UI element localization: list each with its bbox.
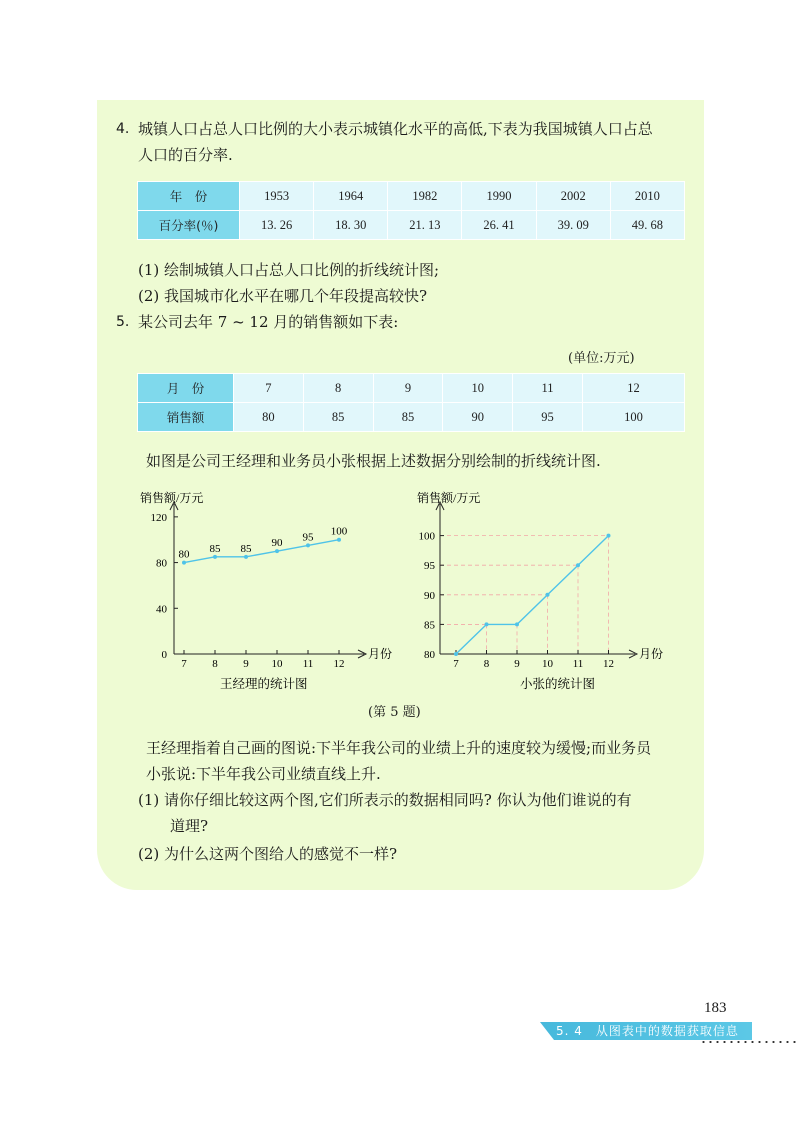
q4-sub1: (1) 绘制城镇人口占总人口比例的折线统计图; (138, 261, 440, 279)
chart2-point (576, 563, 580, 567)
chart1-y-tick-label: 0 (161, 649, 167, 661)
page-number: 183 (704, 1000, 727, 1016)
chart1-data-label: 95 (302, 531, 314, 544)
q4-table-cell: 26. 41 (462, 211, 536, 240)
q5-table-cell: 85 (303, 403, 373, 432)
chart2-point (607, 534, 611, 538)
q5-sub1-line1: (1) 请你仔细比较这两个图,它们所表示的数据相同吗? 你认为他们谁说的有 (138, 791, 632, 809)
chart1-point (275, 549, 279, 553)
q5-table-cell: 8 (303, 374, 373, 403)
q4-table-row-years (138, 182, 685, 211)
chart2-y-tick-label: 95 (424, 560, 435, 573)
chart2-x-tick-label: 9 (514, 658, 520, 670)
q5-table-cell: 100 (582, 403, 684, 432)
chart1-point (182, 561, 186, 565)
chart1-point (306, 543, 310, 547)
q5-figure-caption: (第 5 题) (368, 705, 421, 720)
q5-table-cell: 90 (443, 403, 513, 432)
chart2-point (546, 593, 550, 597)
q5-table-cell: 11 (513, 374, 583, 403)
q5-table-header-sales: 销售额 (138, 403, 234, 432)
q5-intro: 如图是公司王经理和业务员小张根据上述数据分别绘制的折线统计图. (146, 452, 601, 470)
q5-table-cell: 12 (582, 374, 684, 403)
q4-table-cell: 1953 (240, 182, 314, 211)
chart1-data-label: 85 (209, 542, 221, 555)
chart1-ylabel: 销售额/万元 (140, 491, 204, 505)
q5-unit: (单位:万元) (568, 351, 635, 366)
q5-number: 5. (116, 314, 130, 330)
chart2-point (454, 652, 458, 656)
q4-table-cell: 2010 (610, 182, 684, 211)
q5-table-row-sales (138, 403, 685, 432)
q4-table-cell: 18. 30 (314, 211, 388, 240)
chart1-series-line (184, 540, 339, 563)
q4-table-header-percent: 百分率(％) (138, 211, 240, 240)
q5-table-cell: 85 (373, 403, 443, 432)
q5-para1-line1: 王经理指着自己画的图说:下半年我公司的业绩上升的速度较为缓慢;而业务员 (146, 739, 652, 757)
chart2-xlabel: 月份 (639, 647, 664, 661)
q4-table (137, 181, 685, 240)
chart1-y-tick-label: 40 (156, 603, 167, 616)
chart1-x-tick-label: 12 (333, 658, 345, 670)
chart1-data-label: 80 (178, 548, 190, 561)
chart2-point (485, 622, 489, 626)
chart1-x-tick-label: 10 (271, 658, 283, 670)
chart2-y-tick-label: 85 (424, 619, 435, 632)
q5-table (137, 373, 685, 432)
chart1-x-tick-label: 9 (243, 658, 249, 670)
chart1-xlabel: 月份 (368, 647, 393, 661)
q5-table-row-months (138, 374, 685, 403)
q4-table-cell: 1982 (388, 182, 462, 211)
chart1-data-label: 90 (271, 537, 283, 550)
chart1-y-tick-label: 80 (156, 557, 167, 570)
chart2-x-tick-label: 10 (542, 658, 553, 670)
q4-table-cell: 39. 09 (536, 211, 610, 240)
q4-table-cell: 1990 (462, 182, 536, 211)
q4-table-cell: 1964 (314, 182, 388, 211)
chart1-x-tick-label: 8 (212, 658, 218, 670)
q4-table-cell: 21. 13 (388, 211, 462, 240)
chart1-data-label: 100 (330, 525, 348, 538)
chart1-point (244, 555, 248, 559)
chart2-x-tick-label: 12 (603, 658, 614, 670)
q5-table-cell: 9 (373, 374, 443, 403)
chart1-x-tick-label: 11 (302, 658, 314, 670)
chart2-y-tick-label: 100 (418, 530, 435, 543)
q4-table-header-year: 年 份 (138, 182, 240, 211)
chart2-y-tick-label: 90 (424, 589, 435, 602)
q5-text: 某公司去年 7 ~ 12 月的销售额如下表: (138, 313, 399, 331)
q5-table-cell: 10 (443, 374, 513, 403)
q4-text-line2: 人口的百分率. (138, 146, 233, 164)
q4-table-cell: 49. 68 (610, 211, 684, 240)
chart1-x-tick-label: 7 (181, 658, 187, 670)
footer-dotted-line (700, 1041, 800, 1043)
q5-para1-line2: 小张说:下半年我公司业绩直线上升. (146, 765, 381, 783)
section-title: 5. 4 从图表中的数据获取信息 (556, 1024, 739, 1038)
q5-sub1-line2: 道理? (170, 817, 209, 835)
chart-manager-wang (120, 480, 400, 700)
q4-text-line1: 城镇人口占总人口比例的大小表示城镇化水平的高低,下表为我国城镇人口占总 (138, 120, 653, 138)
chart2-y-tick-label: 80 (424, 649, 435, 661)
chart1-point (337, 538, 341, 542)
chart2-x-tick-label: 7 (453, 658, 459, 670)
chart1-y-tick-label: 120 (150, 511, 167, 524)
q4-table-cell: 13. 26 (240, 211, 314, 240)
chart-xiao-zhang (405, 480, 695, 700)
q4-number: 4. (116, 121, 130, 137)
chart2-x-tick-label: 8 (483, 658, 490, 670)
chart1-data-label: 85 (240, 542, 252, 555)
chart1-point (213, 555, 217, 559)
q5-sub2: (2) 为什么这两个图给人的感觉不一样? (138, 845, 398, 863)
q5-table-header-month: 月 份 (138, 374, 234, 403)
q5-table-cell: 95 (513, 403, 583, 432)
chart1-title: 王经理的统计图 (220, 677, 308, 691)
chart2-title: 小张的统计图 (520, 677, 596, 691)
q4-table-cell: 2002 (536, 182, 610, 211)
chart2-x-tick-label: 11 (572, 658, 584, 670)
q5-table-cell: 7 (234, 374, 304, 403)
q5-table-cell: 80 (234, 403, 304, 432)
q4-table-row-values (138, 211, 685, 240)
chart2-ylabel: 销售额/万元 (417, 491, 481, 505)
q4-sub2: (2) 我国城市化水平在哪几个年段提高较快? (138, 287, 428, 305)
chart2-point (515, 622, 519, 626)
